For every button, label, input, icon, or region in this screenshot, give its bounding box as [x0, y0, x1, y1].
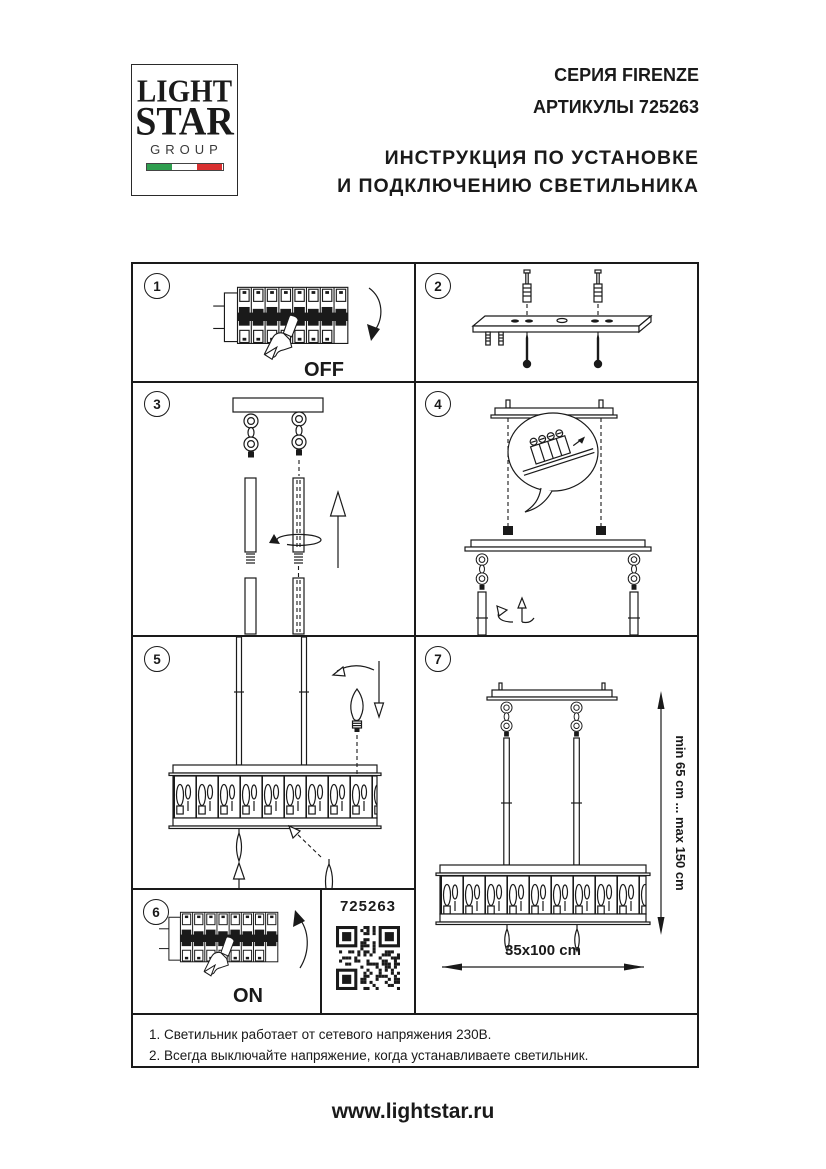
thread-left — [246, 554, 255, 563]
height-range-label: min 65 cm ... max 150 cm — [673, 735, 688, 891]
pendant-drop-large — [326, 864, 333, 888]
logo-text-star: STAR — [135, 99, 234, 145]
arrow-left-icon — [442, 964, 462, 971]
arrow-right-icon — [624, 964, 644, 971]
note-2: 2. Всегда выключайте напряжение, когда устанавливаете светильник. — [149, 1048, 589, 1063]
thread-right — [294, 554, 303, 563]
logo-text-light: LIGHT — [136, 74, 233, 110]
step3-rods-drawing — [133, 382, 415, 635]
italian-flag-bar — [146, 163, 224, 171]
note-1: 1. Светильник работает от сетевого напряжения 230В. — [149, 1027, 492, 1042]
arrow-up-icon — [234, 863, 245, 879]
arrow-up-icon — [518, 598, 526, 608]
step-number-7: 7 — [425, 646, 451, 672]
arrow-up-icon — [658, 691, 665, 709]
wire-end-left — [503, 526, 513, 535]
flag-white — [172, 164, 197, 170]
step-number-5: 5 — [144, 646, 170, 672]
anchor-dowel-right — [594, 270, 602, 302]
step-number-1: 1 — [144, 273, 170, 299]
step5-bulbs-drawing — [133, 637, 415, 888]
safety-notes — [133, 1015, 701, 1068]
step-number-3: 3 — [144, 391, 170, 417]
anchor-dowel-left — [523, 270, 531, 302]
on-label: ON — [233, 985, 263, 1007]
flag-green — [147, 164, 172, 170]
step7-dimensions-drawing — [415, 637, 699, 1013]
step-number-4: 4 — [425, 391, 451, 417]
instruction-grid — [131, 262, 699, 1068]
article-number: АРТИКУЛЫ 725263 — [533, 97, 699, 117]
base-size-label: 35x100 cm — [505, 942, 581, 959]
header-series-block — [533, 59, 699, 123]
lightstar-logo — [131, 64, 238, 196]
screw-left — [523, 332, 531, 368]
logo-text-group: GROUP — [150, 142, 223, 157]
wire-end-right — [596, 526, 606, 535]
step2-bracket-drawing — [415, 264, 699, 381]
arrow-down-icon — [367, 324, 380, 341]
off-label: OFF — [304, 359, 344, 380]
step4-wiring-drawing — [415, 382, 699, 635]
screw-right — [594, 332, 602, 368]
header-instruction-title — [337, 144, 699, 200]
qr-article-number: 725263 — [339, 898, 397, 915]
step-number-2: 2 — [425, 273, 451, 299]
arrow-down-icon — [658, 917, 665, 935]
step-number-6: 6 — [143, 899, 169, 925]
arrow-up-icon — [331, 492, 346, 516]
stud-screws — [486, 332, 503, 345]
step1-breaker-off-drawing — [191, 276, 413, 380]
qr-code — [336, 926, 400, 990]
flag-red — [197, 164, 222, 170]
arrow-down-icon — [375, 703, 384, 717]
pendant-drop — [237, 833, 242, 861]
website-url: www.lightstar.ru — [331, 1100, 495, 1123]
series-title: СЕРИЯ FIRENZE — [554, 65, 699, 85]
candle-bulb — [351, 689, 363, 732]
title-line-2: И ПОДКЛЮЧЕНИЮ СВЕТИЛЬНИКА — [337, 175, 699, 197]
title-line-1: ИНСТРУКЦИЯ ПО УСТАНОВКЕ — [384, 147, 699, 169]
